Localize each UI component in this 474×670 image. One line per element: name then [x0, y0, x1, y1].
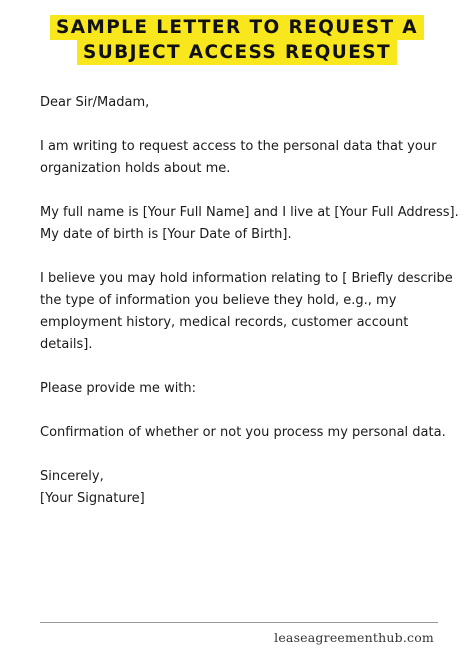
- closing: Sincerely,: [40, 469, 104, 484]
- document-title: [0, 15, 474, 65]
- salutation: Dear Sir/Madam,: [40, 95, 150, 110]
- paragraph-provide: Please provide me with:: [40, 381, 197, 396]
- title-line-2: SUBJECT ACCESS REQUEST: [77, 40, 397, 65]
- footer-site: leaseagreementhub.com: [274, 630, 434, 645]
- paragraph-information: I believe you may hold information relating to [ Briefly describe the type of information you believe they hold, e.g., my employment history, medical records, customer account details].: [40, 271, 453, 352]
- signature-placeholder: [Your Signature]: [40, 491, 145, 506]
- paragraph-confirmation: Confirmation of whether or not you process my personal data.: [40, 425, 446, 440]
- paragraph-identity: My full name is [Your Full Name] and I live at [Your Full Address]. My date of birth is [Your Date of Birth].: [40, 205, 459, 242]
- footer-divider: [40, 622, 438, 623]
- paragraph-request: I am writing to request access to the personal data that your organization holds about me.: [40, 139, 437, 176]
- title-line-1: SAMPLE LETTER TO REQUEST A: [50, 15, 424, 40]
- letter-body: [40, 92, 460, 510]
